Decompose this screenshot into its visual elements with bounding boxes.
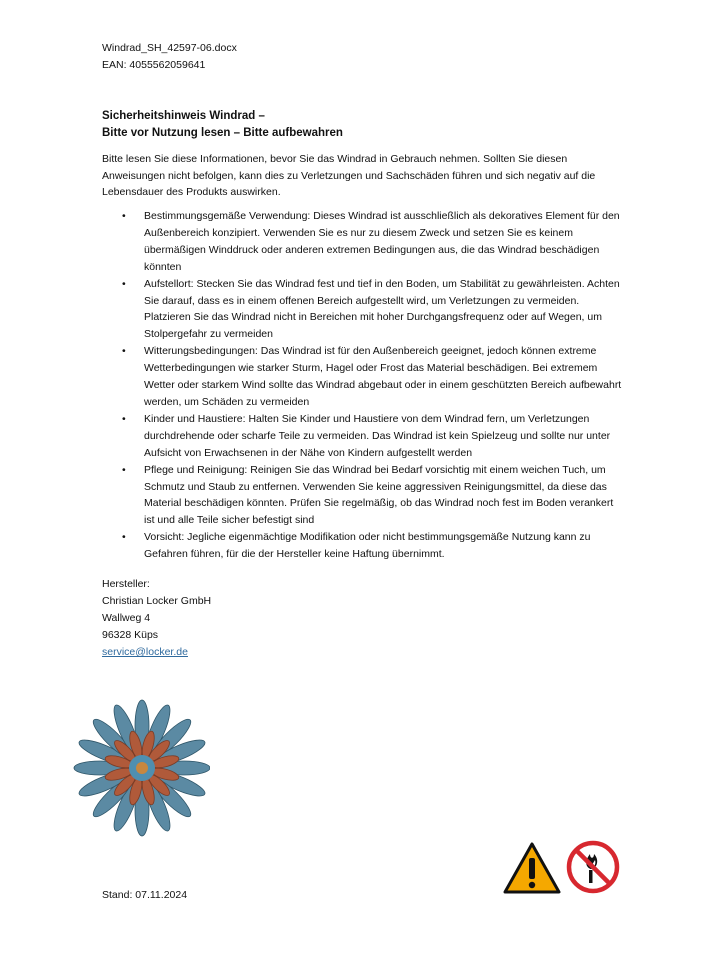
bullet-icon: • [122, 277, 126, 290]
list-item [102, 343, 622, 411]
list-item [102, 411, 622, 462]
manufacturer-name: Christian Locker GmbH [102, 595, 212, 607]
bullet-icon: • [122, 412, 126, 425]
warning-triangle-icon [503, 842, 561, 894]
bullet-icon: • [122, 463, 126, 476]
safety-list [102, 208, 622, 563]
document-header [102, 40, 237, 74]
wind-spinner-flower-image [60, 690, 210, 870]
intro-paragraph: Bitte lesen Sie diese Informationen, bevor Sie das Windrad in Gebrauch nehmen. Sollten Sie diesen Anweisungen nicht befolgen, kann dies zu Verletzungen und Sachschäden führen und sich negativ auf die Lebensdauer des Produkts auswirken. [102, 153, 596, 198]
list-item [102, 529, 622, 563]
document-title [102, 108, 343, 142]
manufacturer-block [102, 576, 211, 661]
bullet-icon: • [122, 210, 126, 222]
list-item-text: Aufstellort: Stecken Sie das Windrad fest und tief in den Boden, um Stabilität zu gewährleisten. Achten Sie darauf, dass es in einem offenen Bereich aufgestellt wird, um Verletzungen zu vermeiden. Platzieren Sie das Windrad nicht in Bereichen mit hoher Durchgangsfrequenz oder auf Wegen, um Stolpergefahr zu vermeiden [144, 277, 620, 341]
document-date: Stand: 07.11.2024 [102, 889, 188, 901]
bullet-icon: • [122, 345, 126, 358]
title-line-1: Sicherheitshinweis Windrad – [102, 110, 265, 122]
manufacturer-city: 96328 Küps [102, 629, 159, 641]
bullet-icon: • [122, 531, 126, 544]
manufacturer-heading: Hersteller: [102, 578, 150, 590]
manufacturer-street: Wallweg 4 [102, 612, 151, 624]
list-item-text: Kinder und Haustiere: Halten Sie Kinder und Haustiere von dem Windrad fern, um Verletzungen durchdrehende oder scharfe Teile zu vermeiden. Das Windrad ist kein Spielzeug und sollte nur unter Aufsicht von Erwachsenen in der Nähe von Kindern aufgestellt werden [144, 412, 611, 459]
list-item [102, 462, 622, 530]
manufacturer-email-link[interactable]: service@locker.de [102, 646, 188, 658]
list-item-text: Witterungsbedingungen: Das Windrad ist für den Außenbereich geeignet, jedoch können extreme Wetterbedingungen wie starker Sturm, Hagel oder Frost das Material beschädigen. Bei extremem Wetter oder starkem Wind sollte das Windrad abgebaut oder in einem geschützten Bereich aufbewahrt werden, um Schäden zu vermeiden [144, 345, 622, 408]
list-item-text: Vorsicht: Jegliche eigenmächtige Modifikation oder nicht bestimmungsgemäße Nutzung kann zu Gefahren führen, für die der Hersteller keine Haftung übernimmt. [144, 531, 591, 561]
title-line-2: Bitte vor Nutzung lesen – Bitte aufbewahren [102, 127, 343, 139]
ean-code: EAN: 4055562059641 [102, 59, 206, 71]
list-item-text: Pflege und Reinigung: Reinigen Sie das Windrad bei Bedarf vorsichtig mit einem weichen Tuch, um Schmutz und Staub zu entfernen. Verwenden Sie keine aggressiven Reinigungsmittel, da diese das Material beschädigen könnten. Prüfen Sie regelmäßig, ob das Windrad noch fest im Boden verankert ist und alle Teile sicher befestigt sind [144, 463, 614, 527]
flower-core [136, 762, 148, 774]
no-open-flame-icon [566, 840, 620, 894]
list-item [102, 276, 622, 344]
list-item [102, 208, 622, 276]
list-item-text: Bestimmungsgemäße Verwendung: Dieses Windrad ist ausschließlich als dekoratives Element für den Außenbereich konzipiert. Verwenden Sie es nur zu diesem Zweck und setzen Sie es keinem übermäßigen Winddruck oder anderen extremen Bedingungen aus, die das Windrad beschädigen könnten [144, 210, 620, 273]
file-name: Windrad_SH_42597-06.docx [102, 42, 237, 54]
